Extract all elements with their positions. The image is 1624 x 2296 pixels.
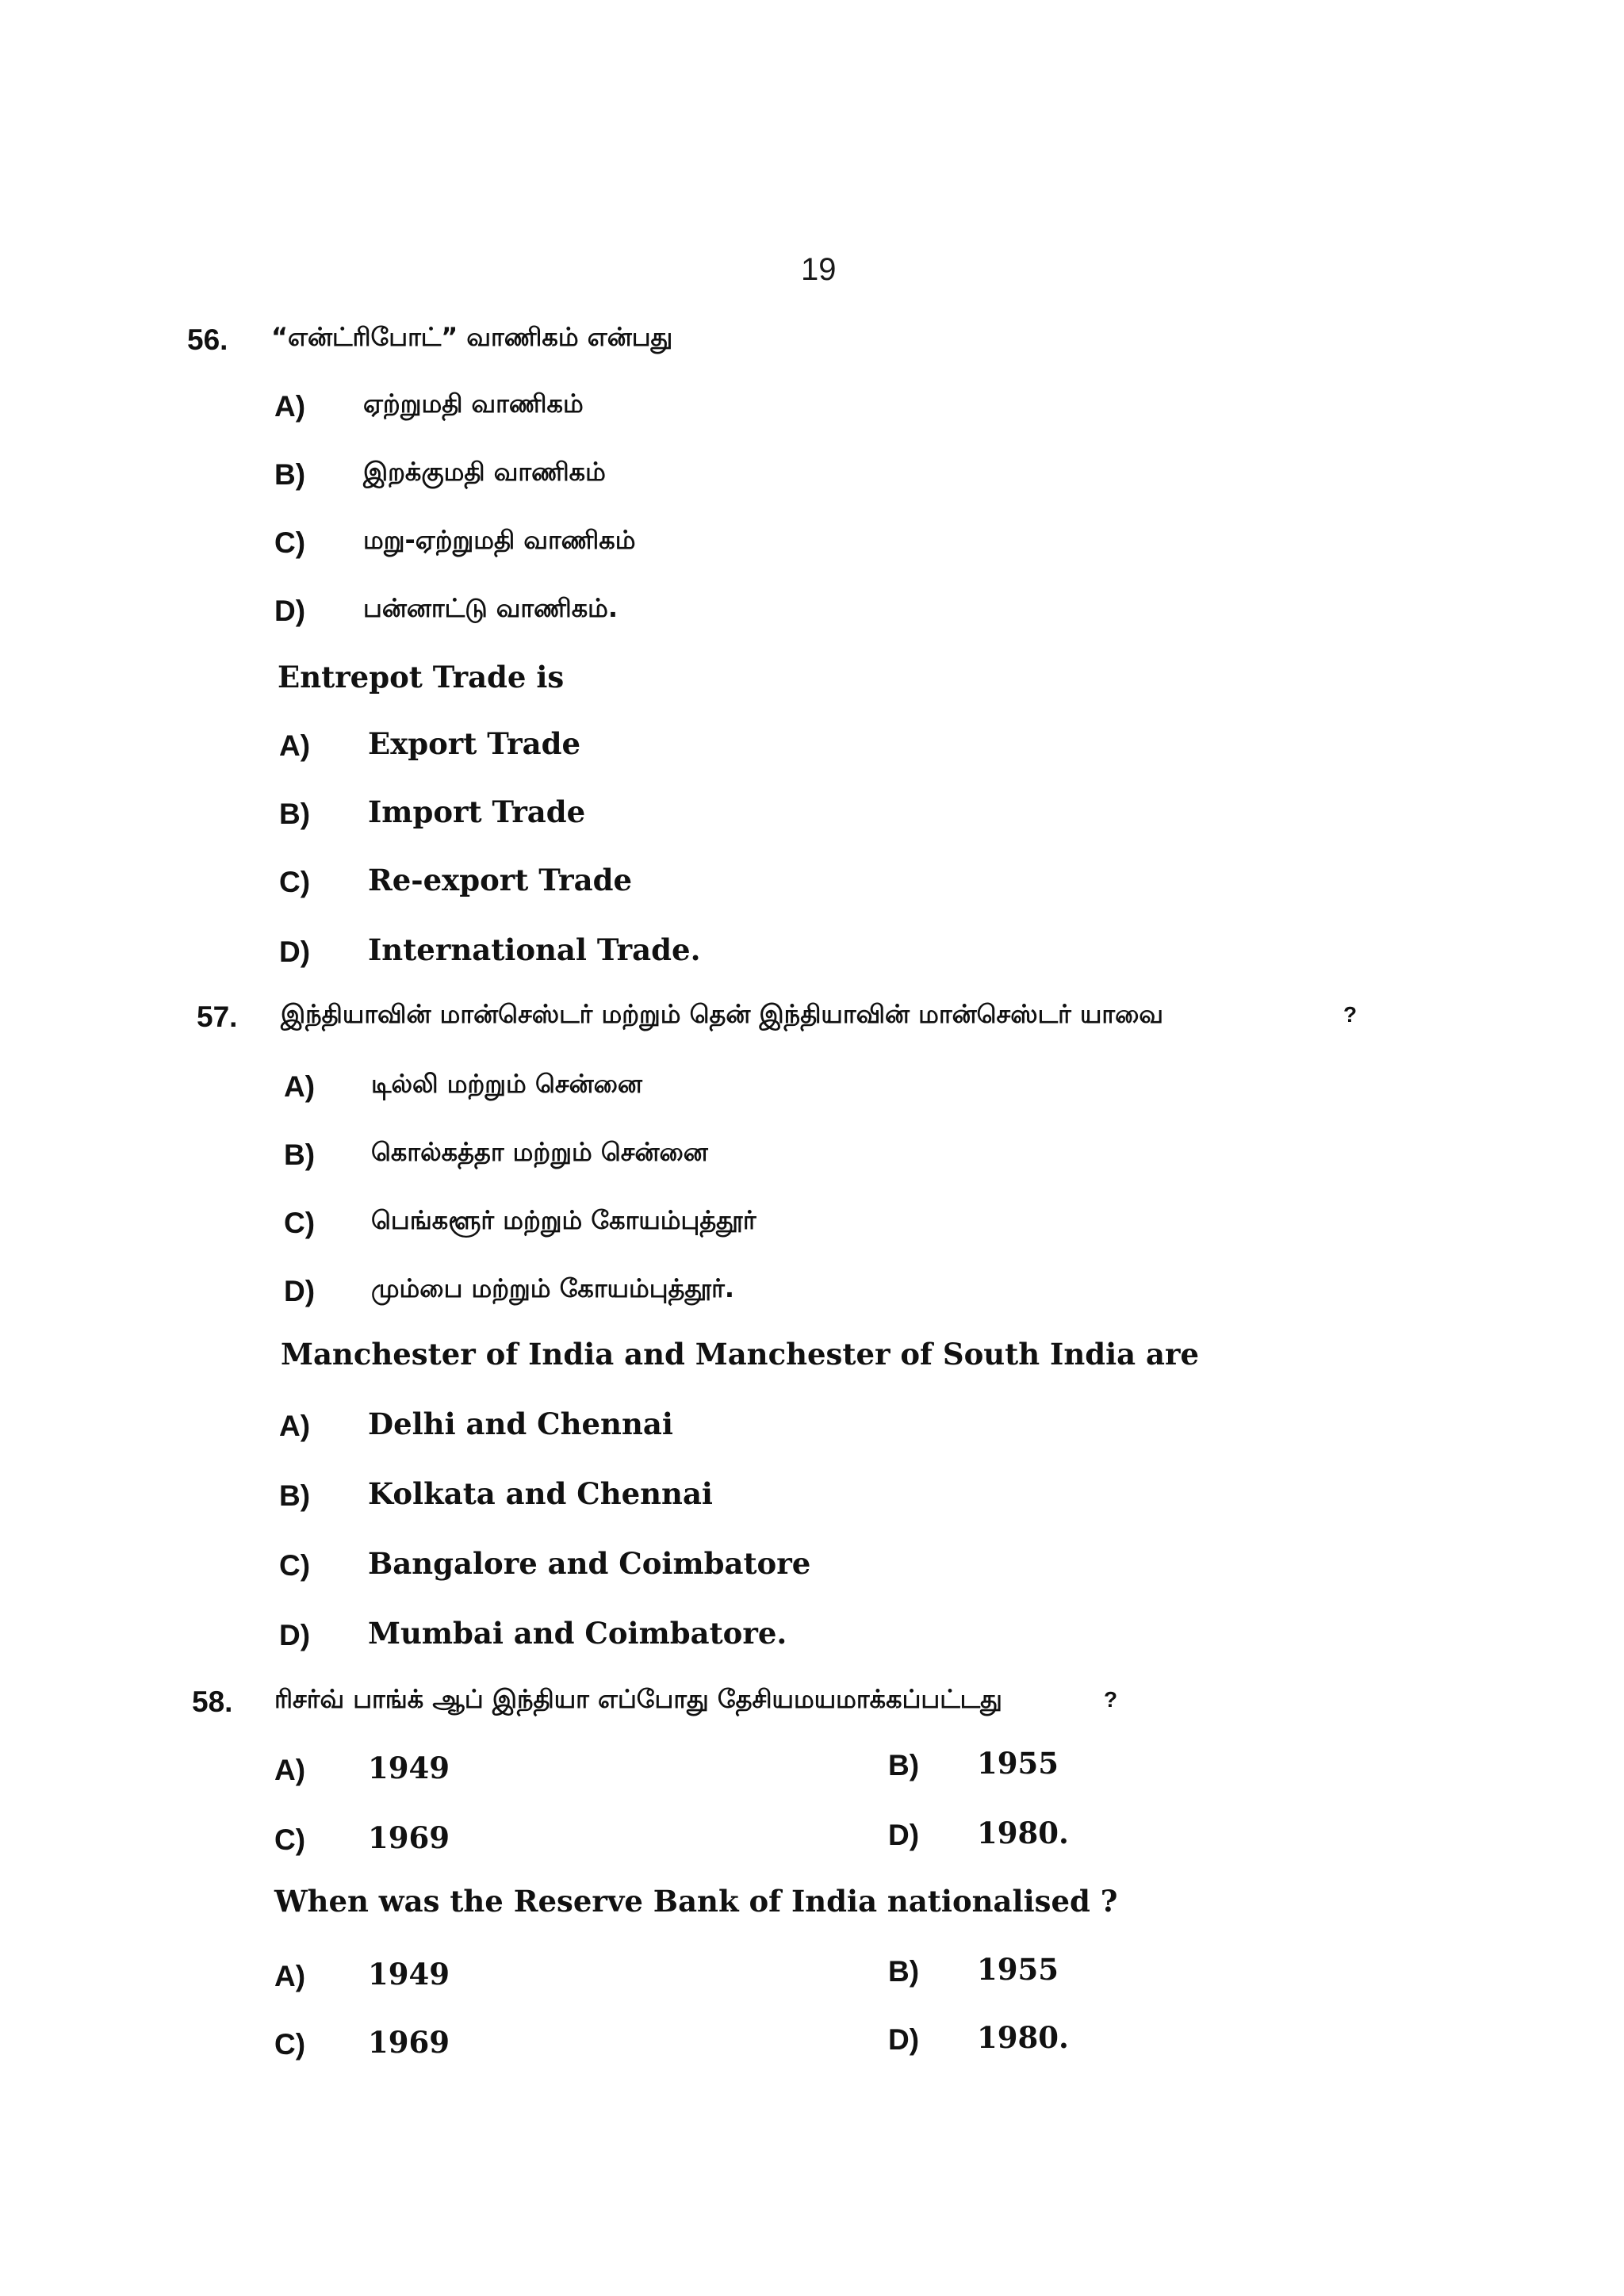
- option-letter: D): [279, 936, 311, 968]
- option-text-english: 1969: [368, 2025, 450, 2060]
- option-letter: D): [888, 1819, 920, 1851]
- option-text-english: Bangalore and Coimbatore: [368, 1546, 811, 1581]
- option-letter: B): [274, 458, 306, 491]
- option-text-tamil: டில்லி மற்றும் சென்னை: [371, 1069, 642, 1099]
- option-letter: D): [274, 595, 306, 627]
- question-text-english: When was the Reserve Bank of India nationalised ?: [274, 1884, 1118, 1919]
- option-text-tamil: மும்பை மற்றும் கோயம்புத்தூர்.: [371, 1273, 735, 1303]
- option-text-english: Import Trade: [368, 794, 586, 829]
- option-text-tamil: பெங்களூர் மற்றும் கோயம்புத்தூர்: [371, 1205, 756, 1235]
- option-text-english: International Trade.: [368, 932, 701, 967]
- option-text-tamil: ஏற்றுமதி வாணிகம்: [363, 388, 584, 419]
- question-mark: ?: [1104, 1687, 1118, 1712]
- question-text-english: Entrepot Trade is: [278, 660, 565, 695]
- option-letter: C): [279, 1549, 311, 1582]
- option-letter: A): [274, 390, 306, 423]
- question-number: 57.: [197, 1001, 238, 1033]
- option-letter: D): [284, 1275, 316, 1307]
- question-mark: ?: [1343, 1002, 1358, 1027]
- option-letter: A): [279, 729, 311, 762]
- option-letter: C): [274, 526, 306, 559]
- option-text-tamil: பன்னாட்டு வாணிகம்.: [363, 593, 619, 623]
- question-number: 58.: [192, 1686, 233, 1718]
- option-text-english: Kolkata and Chennai: [368, 1476, 713, 1511]
- option-letter: B): [888, 1955, 920, 1988]
- option-text-english: 1949: [368, 1957, 450, 1992]
- question-text-tamil: ரிசர்வ் பாங்க் ஆப் இந்தியா எப்போது தேசியமயமாக்கப்பட்டது: [274, 1684, 1002, 1714]
- option-text: 1955: [977, 1746, 1059, 1781]
- question-text-english: Manchester of India and Manchester of South India are: [281, 1337, 1200, 1372]
- option-letter: D): [279, 1619, 311, 1651]
- option-letter: A): [274, 1960, 306, 1992]
- option-text-english: Mumbai and Coimbatore.: [368, 1616, 787, 1651]
- page-number: 19: [801, 252, 837, 287]
- option-letter: B): [284, 1138, 316, 1171]
- option-text: 1969: [368, 1820, 450, 1855]
- option-letter: C): [279, 866, 311, 898]
- question-text-tamil: இந்தியாவின் மான்செஸ்டர் மற்றும் தென் இந்தியாவின் மான்செஸ்டர் யாவை: [281, 999, 1164, 1029]
- option-letter: D): [888, 2023, 920, 2056]
- option-letter: C): [274, 1823, 306, 1856]
- question-number: 56.: [187, 323, 228, 356]
- option-text-english: Delhi and Chennai: [368, 1406, 673, 1441]
- option-text-english: 1955: [977, 1952, 1059, 1987]
- option-letter: A): [284, 1070, 316, 1103]
- option-letter: B): [279, 1479, 311, 1512]
- option-text-tamil: மறு-ஏற்றுமதி வாணிகம்: [363, 525, 636, 555]
- option-text-tamil: கொல்கத்தா மற்றும் சென்னை: [371, 1137, 708, 1167]
- option-letter: A): [279, 1410, 311, 1442]
- option-letter: B): [279, 798, 311, 830]
- option-text-tamil: இறக்குமதி வாணிகம்: [363, 457, 606, 487]
- option-text: 1980.: [977, 1816, 1069, 1850]
- option-letter: A): [274, 1754, 306, 1786]
- option-letter: B): [888, 1749, 920, 1781]
- option-text: 1949: [368, 1751, 450, 1785]
- question-text-tamil: “என்ட்ரிபோட்” வாணிகம் என்பது: [271, 322, 673, 352]
- option-text-english: 1980.: [977, 2020, 1069, 2055]
- option-text-english: Export Trade: [368, 726, 580, 761]
- option-letter: C): [284, 1207, 316, 1239]
- option-letter: C): [274, 2028, 306, 2061]
- option-text-english: Re-export Trade: [368, 863, 632, 897]
